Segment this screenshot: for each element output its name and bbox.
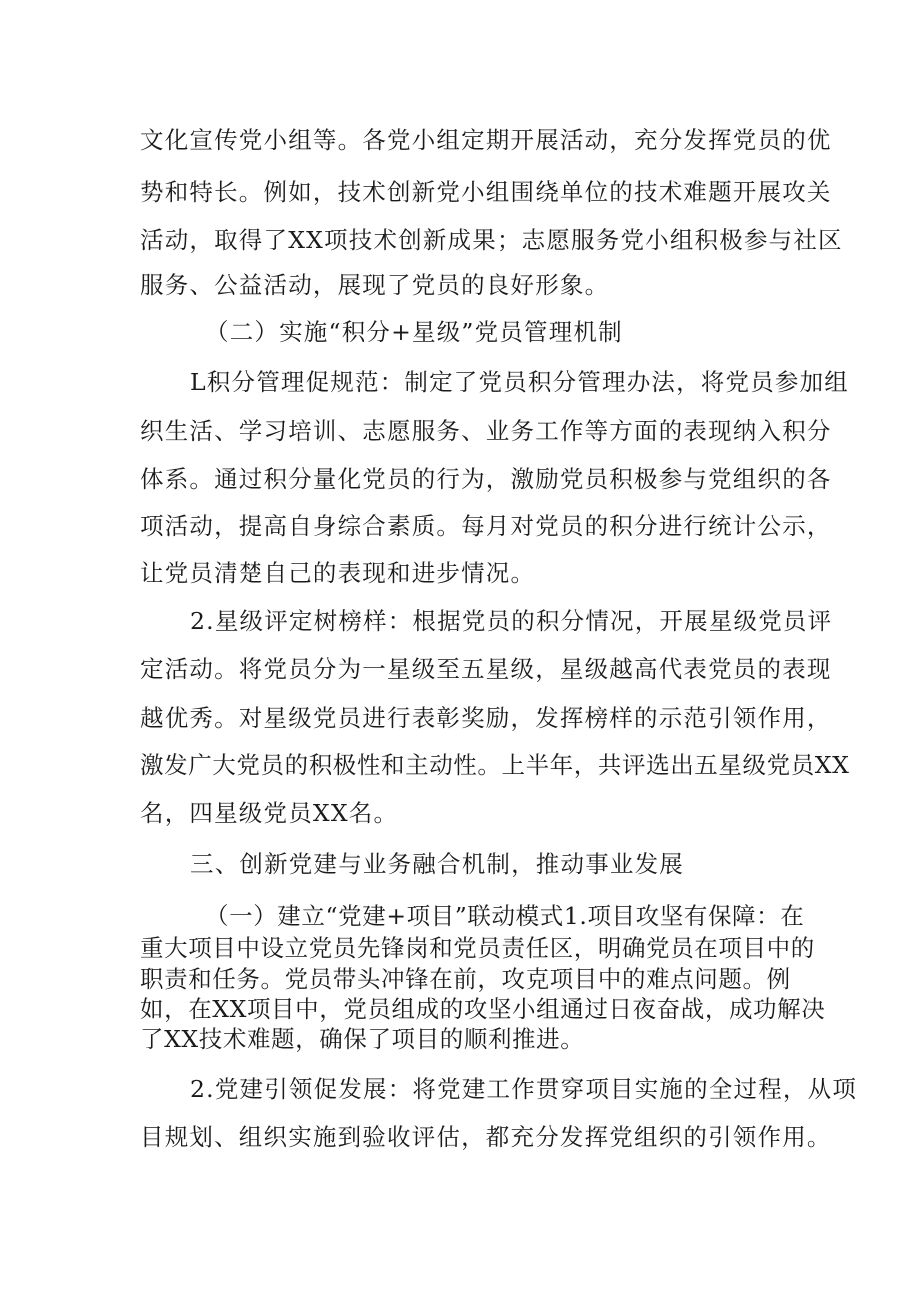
paragraph-line: 了XX技术难题，确保了项目的顺利推进。 xyxy=(140,1025,585,1053)
paragraph-line: （一）建立“党建+项目”联动模式1.项目攻坚有保障：在 xyxy=(205,902,805,930)
paragraph-line: 势和特长。例如，技术创新党小组围绕单位的技术难题开展攻关 xyxy=(140,178,832,206)
section-heading: 三、创新党建与业务融合机制，推动事业发展 xyxy=(190,850,684,878)
paragraph-line: L积分管理促规范：制定了党员积分管理办法，将党员参加组 xyxy=(190,368,850,396)
paragraph-line: 激发广大党员的积极性和主动性。上半年，共评选出五星级党员XX xyxy=(140,751,850,779)
paragraph-line: 如，在XX项目中，党员组成的攻坚小组通过日夜奋战，成功解决 xyxy=(140,995,826,1023)
paragraph-line: 职责和任务。党员带头冲锋在前，攻克项目中的难点问题。例 xyxy=(140,965,791,993)
paragraph-line: 织生活、学习培训、志愿服务、业务工作等方面的表现纳入积分 xyxy=(140,417,832,445)
paragraph-line: 文化宣传党小组等。各党小组定期开展活动，充分发挥党员的优 xyxy=(140,126,832,154)
paragraph-line: 名，四星级党员XX名。 xyxy=(140,799,399,827)
paragraph-line: 定活动。将党员分为一星级至五星级，星级越高代表党员的表现 xyxy=(140,655,832,683)
paragraph-line: 目规划、组织实施到验收评估，都充分发挥党组织的引领作用。 xyxy=(140,1123,832,1151)
paragraph-line: 活动，取得了XX项技术创新成果；志愿服务党小组积极参与社区 xyxy=(140,226,843,254)
paragraph-line: 服务、公益活动，展现了党员的良好形象。 xyxy=(140,271,610,299)
paragraph-line: 让党员清楚自己的表现和进步情况。 xyxy=(140,559,536,587)
paragraph-line: 项活动，提高自身综合素质。每月对党员的积分进行统计公示， xyxy=(140,512,832,540)
paragraph-line: 2.党建引领促发展：将党建工作贯穿项目实施的全过程，从项 xyxy=(190,1075,858,1103)
paragraph-line: 重大项目中设立党员先锋岗和党员责任区，明确党员在项目中的 xyxy=(140,934,815,962)
paragraph-line: 体系。通过积分量化党员的行为，激励党员积极参与党组织的各 xyxy=(140,465,832,493)
section-heading: （二）实施“积分+星级”党员管理机制 xyxy=(205,318,623,346)
paragraph-line: 2.星级评定树榜样：根据党员的积分情况，开展星级党员评 xyxy=(190,607,833,635)
paragraph-line: 越优秀。对星级党员进行表彰奖励，发挥榜样的示范引领作用， xyxy=(140,704,832,732)
